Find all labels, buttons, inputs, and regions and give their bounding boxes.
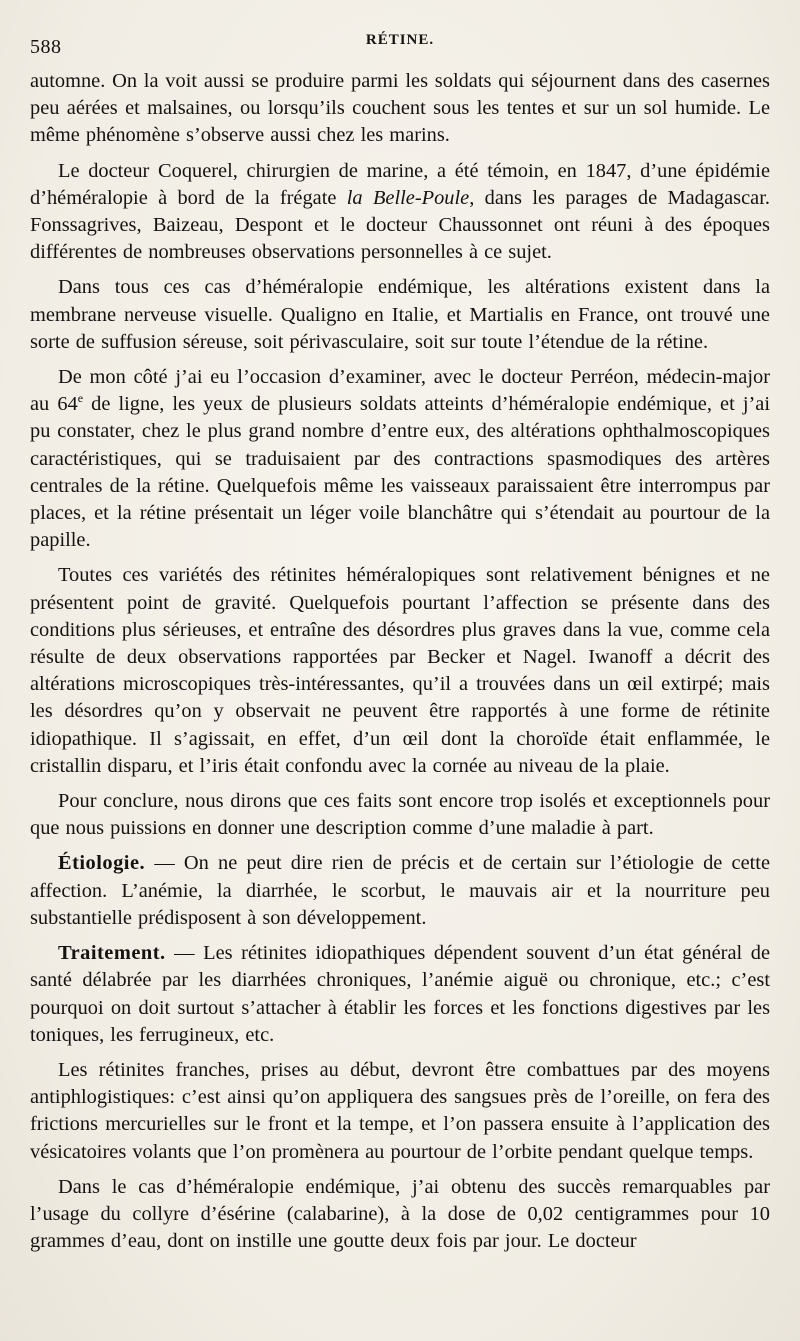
ship-name: la Belle-Poule <box>346 186 470 209</box>
section-heading-traitement: Traitement. <box>58 942 166 965</box>
page-number: 588 <box>30 36 62 58</box>
paragraph-5: Toutes ces variétés des rétinites héméralopiques sont relativement bénignes et ne présentent point de gravité. Quelquefois pourtant l’affection se présente dans des conditions plus sérieuses, et entraîne des désordres plus graves dans la vue, comme cela résulte de deux observations rapportées par Becker et Nagel. Iwanoff a décrit des altérations microscopiques très-intéressantes, qu’il a trouvées dans un œil extirpé; mais les désordres qu’on y observait ne peuvent être rapportés à une forme de rétinite idiopathique. Il s’agissait, en effet, d’un œil dont la choroïde était enflammée, le cristallin disparu, et l’iris était confondu avec la cornée au niveau de la plaie. <box>30 564 770 777</box>
paragraph-3: Dans tous ces cas d’héméralopie endémique, les altérations existent dans la membrane nerveuse visuelle. Qualigno en Italie, et Martialis en France, ont trouvé une sorte de suffusion séreuse, soit périvasculaire, soit sur toute l’étendue de la rétine. <box>30 276 770 353</box>
paragraph-10: Dans le cas d’héméralopie endémique, j’ai obtenu des succès remarquables par l’usage du collyre d’ésérine (calabarine), à la dose de 0,02 centigrammes pour 10 grammes d’eau, dont on instille une goutte deux fois par jour. Le docteur <box>30 1175 770 1253</box>
paragraph-6: Pour conclure, nous dirons que ces faits sont encore trop isolés et exceptionnels pour que nous puissions en donner une description comme d’une maladie à part. <box>30 790 770 840</box>
section-etiologie: Étiologie. — On ne peut dire rien de précis et de certain sur l’étiologie de cette affection. L’anémie, la diarrhée, le scorbut, le mauvais air et la nourriture peu substantielle prédisposent à son développement. <box>30 852 770 929</box>
paragraph-4: De mon côté j’ai eu l’occasion d’examiner, avec le docteur Perréon, médecin-major au 64e de ligne, les yeux de plusieurs soldats atteints d’héméralopie endémique, et j’ai pu constater, chez le plus grand nombre d’entre eux, des altérations ophthalmoscopiques caractéristiques, qui se traduisaient par des contractions spasmodiques des artères centrales de la rétine. Quelquefois même les vaisseaux paraissaient être interrompus par places, et la rétine présentait un léger voile blanchâtre qui s’étendait au pourtour de la papille. <box>30 366 770 552</box>
section-heading-etiologie: Étiologie. <box>58 852 146 875</box>
section-traitement: Traitement. — Les rétinites idiopathiques dépendent souvent d’un état général de santé délabrée par les diarrhées chroniques, l’anémie aiguë ou chronique, etc.; c’est pourquoi on doit surtout s’attacher à établir les forces et les fonctions digestives par les toniques, les ferrugineux, etc. <box>30 942 770 1046</box>
paragraph-2: Le docteur Coquerel, chirurgien de marine, a été témoin, en 1847, d’une épidémie d’héméralopie à bord de la frégate la Belle-Poule, dans les parages de Madagascar. Fonssagrives, Baizeau, Despont et le docteur Chaussonnet ont réuni à des époques différentes de nombreuses observations personnelles à ce sujet. <box>30 159 770 264</box>
running-title: RÉTINE. <box>365 32 435 48</box>
paragraph-9: Les rétinites franches, prises au début, devront être combattues par des moyens antiphlogistiques: c’est ainsi qu’on appliquera des sangsues près de l’oreille, on fera des frictions mercurielles sur le front et la tempe, et l’on passera ensuite à l’application des vésicatoires volants que l’on promènera au pourtour de l’orbite pendant quelque temps. <box>30 1058 770 1163</box>
body-text <box>30 68 770 1255</box>
page-header <box>30 28 770 64</box>
paragraph-1: automne. On la voit aussi se produire parmi les soldats qui séjournent dans des casernes peu aérées et malsaines, ou lorsqu’ils couchent sous les tentes et sur un sol humide. Le même phénomène s’observe aussi chez les marins. <box>30 70 770 147</box>
